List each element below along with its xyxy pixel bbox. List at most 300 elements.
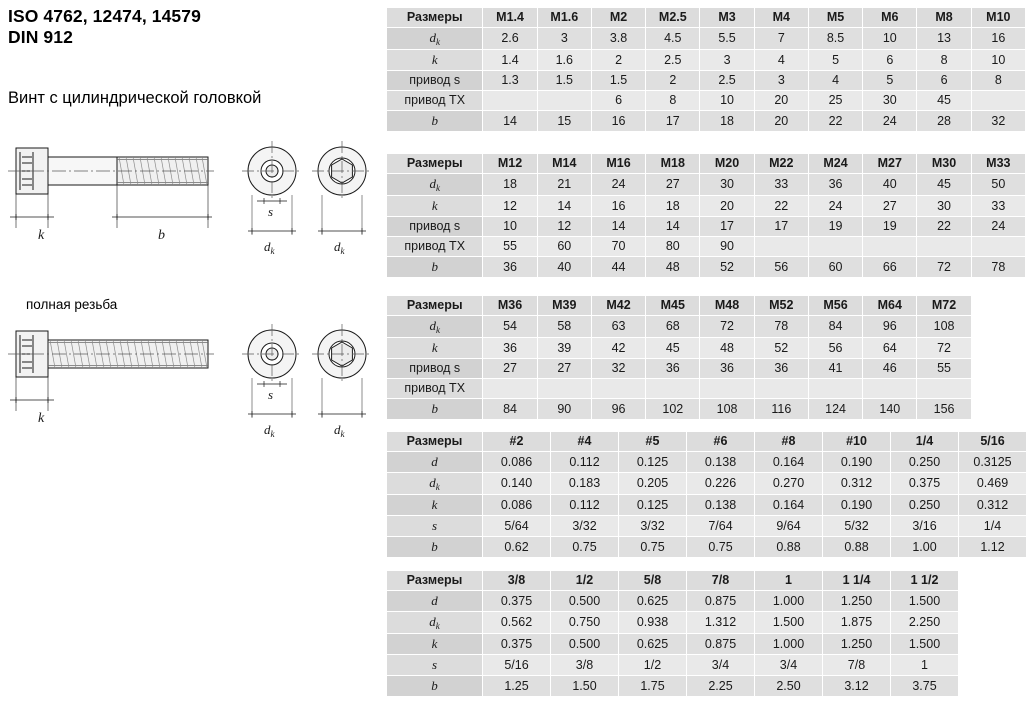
title-line-2: DIN 912 bbox=[8, 27, 73, 47]
table-cell: 5 bbox=[863, 71, 917, 91]
table-cell: 156 bbox=[917, 399, 971, 420]
page-subtitle: Винт с цилиндрической головкой bbox=[8, 89, 262, 107]
table-row-label: b bbox=[387, 257, 483, 278]
table-cell: 2.25 bbox=[687, 676, 755, 697]
table-cell: 84 bbox=[808, 316, 862, 338]
table-row bbox=[387, 196, 1026, 217]
table-cell: 0.500 bbox=[551, 634, 619, 655]
table-cell: 2.250 bbox=[891, 612, 959, 634]
table-cell: 1.500 bbox=[891, 591, 959, 612]
table-cell: 22 bbox=[808, 111, 862, 132]
table-row-label: b bbox=[387, 399, 483, 420]
dim-label-s-2: s bbox=[268, 387, 274, 402]
table-row-label: привод s bbox=[387, 71, 483, 91]
table-cell: 2.5 bbox=[646, 50, 700, 71]
table-cell: 0.125 bbox=[619, 495, 687, 516]
table-column-header: M12 bbox=[483, 154, 537, 174]
table-cell: 10 bbox=[700, 91, 754, 111]
table-cell: 72 bbox=[700, 316, 754, 338]
table-cell: 50 bbox=[971, 174, 1025, 196]
dim-label-dk-1: $d_k$ bbox=[264, 239, 275, 256]
table-cell: 20 bbox=[700, 196, 754, 217]
table-cell: 19 bbox=[808, 217, 862, 237]
table-cell: 42 bbox=[591, 338, 645, 359]
table-cell: 140 bbox=[863, 399, 917, 420]
table-cell: 8 bbox=[971, 71, 1025, 91]
table-cell: 72 bbox=[917, 257, 971, 278]
table-column-header: M56 bbox=[808, 296, 862, 316]
table-cell: 3 bbox=[537, 28, 591, 50]
table-column-header: 5/16 bbox=[959, 432, 1027, 452]
table-header-label: Размеры bbox=[387, 154, 483, 174]
table-cell: 24 bbox=[971, 217, 1025, 237]
table-cell bbox=[917, 379, 971, 399]
table-row-label: $d_k$ bbox=[387, 612, 483, 634]
table-cell: 56 bbox=[754, 257, 808, 278]
table-cell: 40 bbox=[863, 174, 917, 196]
table-cell: 27 bbox=[537, 359, 591, 379]
table-column-header: #10 bbox=[823, 432, 891, 452]
table-wrap-imperial-2 bbox=[386, 570, 1027, 697]
table-cell: 3/4 bbox=[755, 655, 823, 676]
table-cell: 4 bbox=[754, 50, 808, 71]
table-row-label: $d_k$ bbox=[387, 473, 483, 495]
table-cell: 124 bbox=[808, 399, 862, 420]
table-cell: 54 bbox=[483, 316, 537, 338]
table-cell bbox=[863, 379, 917, 399]
table-cell bbox=[971, 399, 1025, 420]
table-cell: 0.312 bbox=[959, 495, 1027, 516]
table-cell: 16 bbox=[971, 28, 1025, 50]
table-column-header: 1 1/2 bbox=[891, 571, 959, 591]
table-cell: 22 bbox=[917, 217, 971, 237]
table-cell: 96 bbox=[591, 399, 645, 420]
table-cell: 116 bbox=[754, 399, 808, 420]
table-header-label: Размеры bbox=[387, 571, 483, 591]
table-header-label: Размеры bbox=[387, 296, 483, 316]
table-cell: 0.625 bbox=[619, 591, 687, 612]
table-cell: 0.3125 bbox=[959, 452, 1027, 473]
table-row bbox=[387, 257, 1026, 278]
table-cell: 72 bbox=[917, 338, 971, 359]
table-cell: 0.086 bbox=[483, 495, 551, 516]
table-cell: 13 bbox=[917, 28, 971, 50]
table-cell: 24 bbox=[863, 111, 917, 132]
screw-drawing-partial-thread bbox=[2, 135, 386, 270]
table-cell: 36 bbox=[646, 359, 700, 379]
table-cell: 0.226 bbox=[687, 473, 755, 495]
table-cell bbox=[971, 379, 1025, 399]
table-cell: 108 bbox=[700, 399, 754, 420]
table-cell: 0.270 bbox=[755, 473, 823, 495]
table-cell: 3/16 bbox=[891, 516, 959, 537]
table-cell: 52 bbox=[754, 338, 808, 359]
table-row-label: $d_k$ bbox=[387, 316, 483, 338]
table-row-label: s bbox=[387, 516, 483, 537]
page-title bbox=[8, 6, 378, 48]
table-cell: 96 bbox=[863, 316, 917, 338]
table-cell bbox=[959, 612, 1027, 634]
table-row bbox=[387, 473, 1027, 495]
table-column-header: M1.4 bbox=[483, 8, 537, 28]
table-cell: 5.5 bbox=[700, 28, 754, 50]
table-cell: 102 bbox=[646, 399, 700, 420]
table-cell bbox=[959, 634, 1027, 655]
table-column-header bbox=[959, 571, 1027, 591]
table-column-header: M14 bbox=[537, 154, 591, 174]
table-cell: 17 bbox=[646, 111, 700, 132]
table-column-header: #4 bbox=[551, 432, 619, 452]
table-cell: 0.469 bbox=[959, 473, 1027, 495]
dimensions-table-imperial-numbered bbox=[386, 431, 1027, 558]
table-cell: 32 bbox=[591, 359, 645, 379]
table-cell: 0.190 bbox=[823, 495, 891, 516]
table-cell: 33 bbox=[754, 174, 808, 196]
table-cell: 14 bbox=[591, 217, 645, 237]
table-column-header: M18 bbox=[646, 154, 700, 174]
table-cell: 25 bbox=[808, 91, 862, 111]
table-row-label: b bbox=[387, 537, 483, 558]
table-cell: 0.75 bbox=[687, 537, 755, 558]
table-cell: 1.250 bbox=[823, 634, 891, 655]
table-wrap-metric-2 bbox=[386, 153, 1026, 278]
table-row bbox=[387, 452, 1027, 473]
title-line-1: ISO 4762, 12474, 14579 bbox=[8, 6, 201, 26]
table-cell: 0.875 bbox=[687, 634, 755, 655]
table-row bbox=[387, 655, 1027, 676]
table-cell: 1.00 bbox=[891, 537, 959, 558]
table-cell: 0.500 bbox=[551, 591, 619, 612]
dim-label-b-1: b bbox=[158, 228, 165, 243]
table-cell: 1/2 bbox=[619, 655, 687, 676]
table-cell: 16 bbox=[591, 111, 645, 132]
dimensions-table-imperial-fractional bbox=[386, 570, 1027, 697]
table-cell: 4 bbox=[808, 71, 862, 91]
table-column-header: 1/2 bbox=[551, 571, 619, 591]
table-cell: 3/32 bbox=[551, 516, 619, 537]
table-cell: 63 bbox=[591, 316, 645, 338]
table-cell: 0.875 bbox=[687, 591, 755, 612]
table-cell: 36 bbox=[483, 257, 537, 278]
table-cell: 78 bbox=[754, 316, 808, 338]
table-cell bbox=[537, 379, 591, 399]
table-row bbox=[387, 591, 1027, 612]
table-cell bbox=[971, 338, 1025, 359]
dim-label-dk-4: $d_k$ bbox=[334, 422, 345, 439]
table-cell: 70 bbox=[591, 237, 645, 257]
table-cell: 44 bbox=[591, 257, 645, 278]
table-row bbox=[387, 676, 1027, 697]
table-cell: 8.5 bbox=[808, 28, 862, 50]
table-cell: 3.8 bbox=[591, 28, 645, 50]
table-cell: 12 bbox=[483, 196, 537, 217]
dimensions-table-metric-medium bbox=[386, 153, 1026, 278]
table-cell: 3/4 bbox=[687, 655, 755, 676]
table-cell: 0.375 bbox=[891, 473, 959, 495]
table-cell: 45 bbox=[917, 174, 971, 196]
table-cell bbox=[754, 379, 808, 399]
table-cell: 108 bbox=[917, 316, 971, 338]
table-cell: 3.75 bbox=[891, 676, 959, 697]
table-row bbox=[387, 495, 1027, 516]
table-row bbox=[387, 399, 1026, 420]
table-cell bbox=[754, 237, 808, 257]
table-cell: 5 bbox=[808, 50, 862, 71]
table-column-header: M3 bbox=[700, 8, 754, 28]
table-cell: 36 bbox=[700, 359, 754, 379]
table-column-header: M6 bbox=[863, 8, 917, 28]
table-row bbox=[387, 379, 1026, 399]
table-cell: 0.75 bbox=[619, 537, 687, 558]
table-cell: 45 bbox=[646, 338, 700, 359]
table-row-label: привод s bbox=[387, 217, 483, 237]
table-cell: 1.875 bbox=[823, 612, 891, 634]
table-cell: 58 bbox=[537, 316, 591, 338]
table-cell: 0.375 bbox=[483, 591, 551, 612]
table-cell bbox=[863, 237, 917, 257]
table-cell: 3 bbox=[700, 50, 754, 71]
table-row bbox=[387, 91, 1026, 111]
table-cell: 0.140 bbox=[483, 473, 551, 495]
table-cell: 3/32 bbox=[619, 516, 687, 537]
table-row-label: привод TX bbox=[387, 237, 483, 257]
table-wrap-metric-3 bbox=[386, 295, 1026, 420]
table-cell: 60 bbox=[808, 257, 862, 278]
table-cell: 10 bbox=[971, 50, 1025, 71]
table-row bbox=[387, 111, 1026, 132]
table-column-header: M4 bbox=[754, 8, 808, 28]
table-cell bbox=[959, 591, 1027, 612]
table-column-header: M42 bbox=[591, 296, 645, 316]
table-column-header: 1/4 bbox=[891, 432, 959, 452]
table-row bbox=[387, 71, 1026, 91]
table-cell: 14 bbox=[646, 217, 700, 237]
table-cell: 10 bbox=[483, 217, 537, 237]
table-cell: 1/4 bbox=[959, 516, 1027, 537]
table-cell bbox=[959, 655, 1027, 676]
table-row-label: k bbox=[387, 50, 483, 71]
table-cell bbox=[483, 91, 537, 111]
table-column-header: M2 bbox=[591, 8, 645, 28]
table-cell: 0.88 bbox=[823, 537, 891, 558]
table-cell: 90 bbox=[537, 399, 591, 420]
table-row-label: b bbox=[387, 676, 483, 697]
table-row bbox=[387, 28, 1026, 50]
table-cell: 9/64 bbox=[755, 516, 823, 537]
table-column-header: #2 bbox=[483, 432, 551, 452]
table-cell: 1.12 bbox=[959, 537, 1027, 558]
table-cell: 10 bbox=[863, 28, 917, 50]
table-cell: 18 bbox=[700, 111, 754, 132]
table-column-header: #5 bbox=[619, 432, 687, 452]
table-row bbox=[387, 612, 1027, 634]
table-column-header: M30 bbox=[917, 154, 971, 174]
table-cell: 6 bbox=[591, 91, 645, 111]
table-cell: 0.164 bbox=[755, 452, 823, 473]
table-cell: 1 bbox=[891, 655, 959, 676]
table-cell: 36 bbox=[808, 174, 862, 196]
table-cell: 0.205 bbox=[619, 473, 687, 495]
table-cell: 16 bbox=[591, 196, 645, 217]
screw-drawing-full-thread bbox=[2, 318, 386, 453]
table-cell bbox=[700, 379, 754, 399]
table-cell: 45 bbox=[917, 91, 971, 111]
table-column-header: #8 bbox=[755, 432, 823, 452]
full-thread-label: полная резьба bbox=[26, 297, 118, 312]
table-cell: 78 bbox=[971, 257, 1025, 278]
table-cell: 60 bbox=[537, 237, 591, 257]
table-column-header: 1 1/4 bbox=[823, 571, 891, 591]
table-cell: 52 bbox=[700, 257, 754, 278]
table-row-label: привод TX bbox=[387, 91, 483, 111]
table-cell: 1.312 bbox=[687, 612, 755, 634]
table-cell: 27 bbox=[483, 359, 537, 379]
table-cell: 17 bbox=[754, 217, 808, 237]
table-cell: 0.375 bbox=[483, 634, 551, 655]
table-row bbox=[387, 634, 1027, 655]
table-cell: 0.112 bbox=[551, 495, 619, 516]
table-cell: 0.125 bbox=[619, 452, 687, 473]
table-cell: 3 bbox=[754, 71, 808, 91]
dim-label-dk-2: $d_k$ bbox=[334, 239, 345, 256]
table-cell: 36 bbox=[483, 338, 537, 359]
dim-label-s-1: s bbox=[268, 204, 274, 219]
table-cell: 1.250 bbox=[823, 591, 891, 612]
table-column-header: M22 bbox=[754, 154, 808, 174]
table-cell: 84 bbox=[483, 399, 537, 420]
table-cell bbox=[917, 237, 971, 257]
table-cell: 66 bbox=[863, 257, 917, 278]
table-cell: 1.000 bbox=[755, 591, 823, 612]
table-cell: 3.12 bbox=[823, 676, 891, 697]
table-row bbox=[387, 338, 1026, 359]
table-column-header: M1.6 bbox=[537, 8, 591, 28]
table-cell: 5/32 bbox=[823, 516, 891, 537]
dim-label-k-2: k bbox=[38, 411, 45, 426]
table-cell: 1.500 bbox=[891, 634, 959, 655]
table-cell: 3/8 bbox=[551, 655, 619, 676]
table-cell: 27 bbox=[646, 174, 700, 196]
table-cell: 19 bbox=[863, 217, 917, 237]
table-column-header: M20 bbox=[700, 154, 754, 174]
table-cell: 2.6 bbox=[483, 28, 537, 50]
table-cell: 30 bbox=[700, 174, 754, 196]
table-cell: 18 bbox=[646, 196, 700, 217]
table-column-header: 3/8 bbox=[483, 571, 551, 591]
table-column-header: M36 bbox=[483, 296, 537, 316]
table-cell: 8 bbox=[646, 91, 700, 111]
dim-label-dk-3: $d_k$ bbox=[264, 422, 275, 439]
table-cell: 8 bbox=[917, 50, 971, 71]
table-cell: 32 bbox=[971, 111, 1025, 132]
table-row-label: s bbox=[387, 655, 483, 676]
table-cell: 0.88 bbox=[755, 537, 823, 558]
table-cell: 1.25 bbox=[483, 676, 551, 697]
table-row-label: b bbox=[387, 111, 483, 132]
table-cell: 0.138 bbox=[687, 495, 755, 516]
table-cell: 0.750 bbox=[551, 612, 619, 634]
table-cell: 20 bbox=[754, 111, 808, 132]
table-cell: 0.164 bbox=[755, 495, 823, 516]
table-cell: 1.5 bbox=[591, 71, 645, 91]
table-cell: 0.086 bbox=[483, 452, 551, 473]
table-cell: 7 bbox=[754, 28, 808, 50]
table-cell: 14 bbox=[483, 111, 537, 132]
table-cell: 1.5 bbox=[537, 71, 591, 91]
table-cell: 1.75 bbox=[619, 676, 687, 697]
table-cell: 0.62 bbox=[483, 537, 551, 558]
table-cell: 2.5 bbox=[700, 71, 754, 91]
table-cell bbox=[483, 379, 537, 399]
table-cell: 56 bbox=[808, 338, 862, 359]
table-row bbox=[387, 316, 1026, 338]
table-row bbox=[387, 174, 1026, 196]
table-cell: 14 bbox=[537, 196, 591, 217]
table-column-header: M72 bbox=[917, 296, 971, 316]
table-cell: 4.5 bbox=[646, 28, 700, 50]
table-cell: 55 bbox=[917, 359, 971, 379]
table-cell: 80 bbox=[646, 237, 700, 257]
table-cell bbox=[971, 316, 1025, 338]
table-cell bbox=[646, 379, 700, 399]
table-cell: 36 bbox=[754, 359, 808, 379]
table-column-header: M16 bbox=[591, 154, 645, 174]
table-cell: 1.50 bbox=[551, 676, 619, 697]
table-column-header: M48 bbox=[700, 296, 754, 316]
table-column-header: M39 bbox=[537, 296, 591, 316]
table-wrap-imperial-1 bbox=[386, 431, 1027, 558]
table-cell: 15 bbox=[537, 111, 591, 132]
table-cell: 7/8 bbox=[823, 655, 891, 676]
table-cell: 27 bbox=[863, 196, 917, 217]
table-row-label: $d_k$ bbox=[387, 174, 483, 196]
table-column-header: M8 bbox=[917, 8, 971, 28]
table-column-header: M52 bbox=[754, 296, 808, 316]
table-cell: 2 bbox=[591, 50, 645, 71]
table-cell: 0.250 bbox=[891, 452, 959, 473]
table-cell: 6 bbox=[863, 50, 917, 71]
table-cell bbox=[808, 237, 862, 257]
table-cell bbox=[808, 379, 862, 399]
table-row-label: d bbox=[387, 591, 483, 612]
table-cell: 30 bbox=[917, 196, 971, 217]
table-cell: 24 bbox=[808, 196, 862, 217]
table-column-header bbox=[971, 296, 1025, 316]
table-cell: 1.6 bbox=[537, 50, 591, 71]
table-cell: 24 bbox=[591, 174, 645, 196]
table-cell: 68 bbox=[646, 316, 700, 338]
table-cell: 28 bbox=[917, 111, 971, 132]
table-cell: 48 bbox=[646, 257, 700, 278]
table-cell: 21 bbox=[537, 174, 591, 196]
table-column-header: M24 bbox=[808, 154, 862, 174]
dimensions-table-metric-small bbox=[386, 7, 1026, 132]
table-column-header: M45 bbox=[646, 296, 700, 316]
table-cell: 40 bbox=[537, 257, 591, 278]
table-cell: 0.562 bbox=[483, 612, 551, 634]
table-cell: 17 bbox=[700, 217, 754, 237]
table-cell: 2.50 bbox=[755, 676, 823, 697]
table-column-header: M2.5 bbox=[646, 8, 700, 28]
table-column-header: 1 bbox=[755, 571, 823, 591]
table-row-label: k bbox=[387, 338, 483, 359]
table-cell: 20 bbox=[754, 91, 808, 111]
table-cell: 55 bbox=[483, 237, 537, 257]
table-row-label: $d_k$ bbox=[387, 28, 483, 50]
table-cell bbox=[971, 237, 1025, 257]
table-cell: 64 bbox=[863, 338, 917, 359]
table-cell: 30 bbox=[863, 91, 917, 111]
